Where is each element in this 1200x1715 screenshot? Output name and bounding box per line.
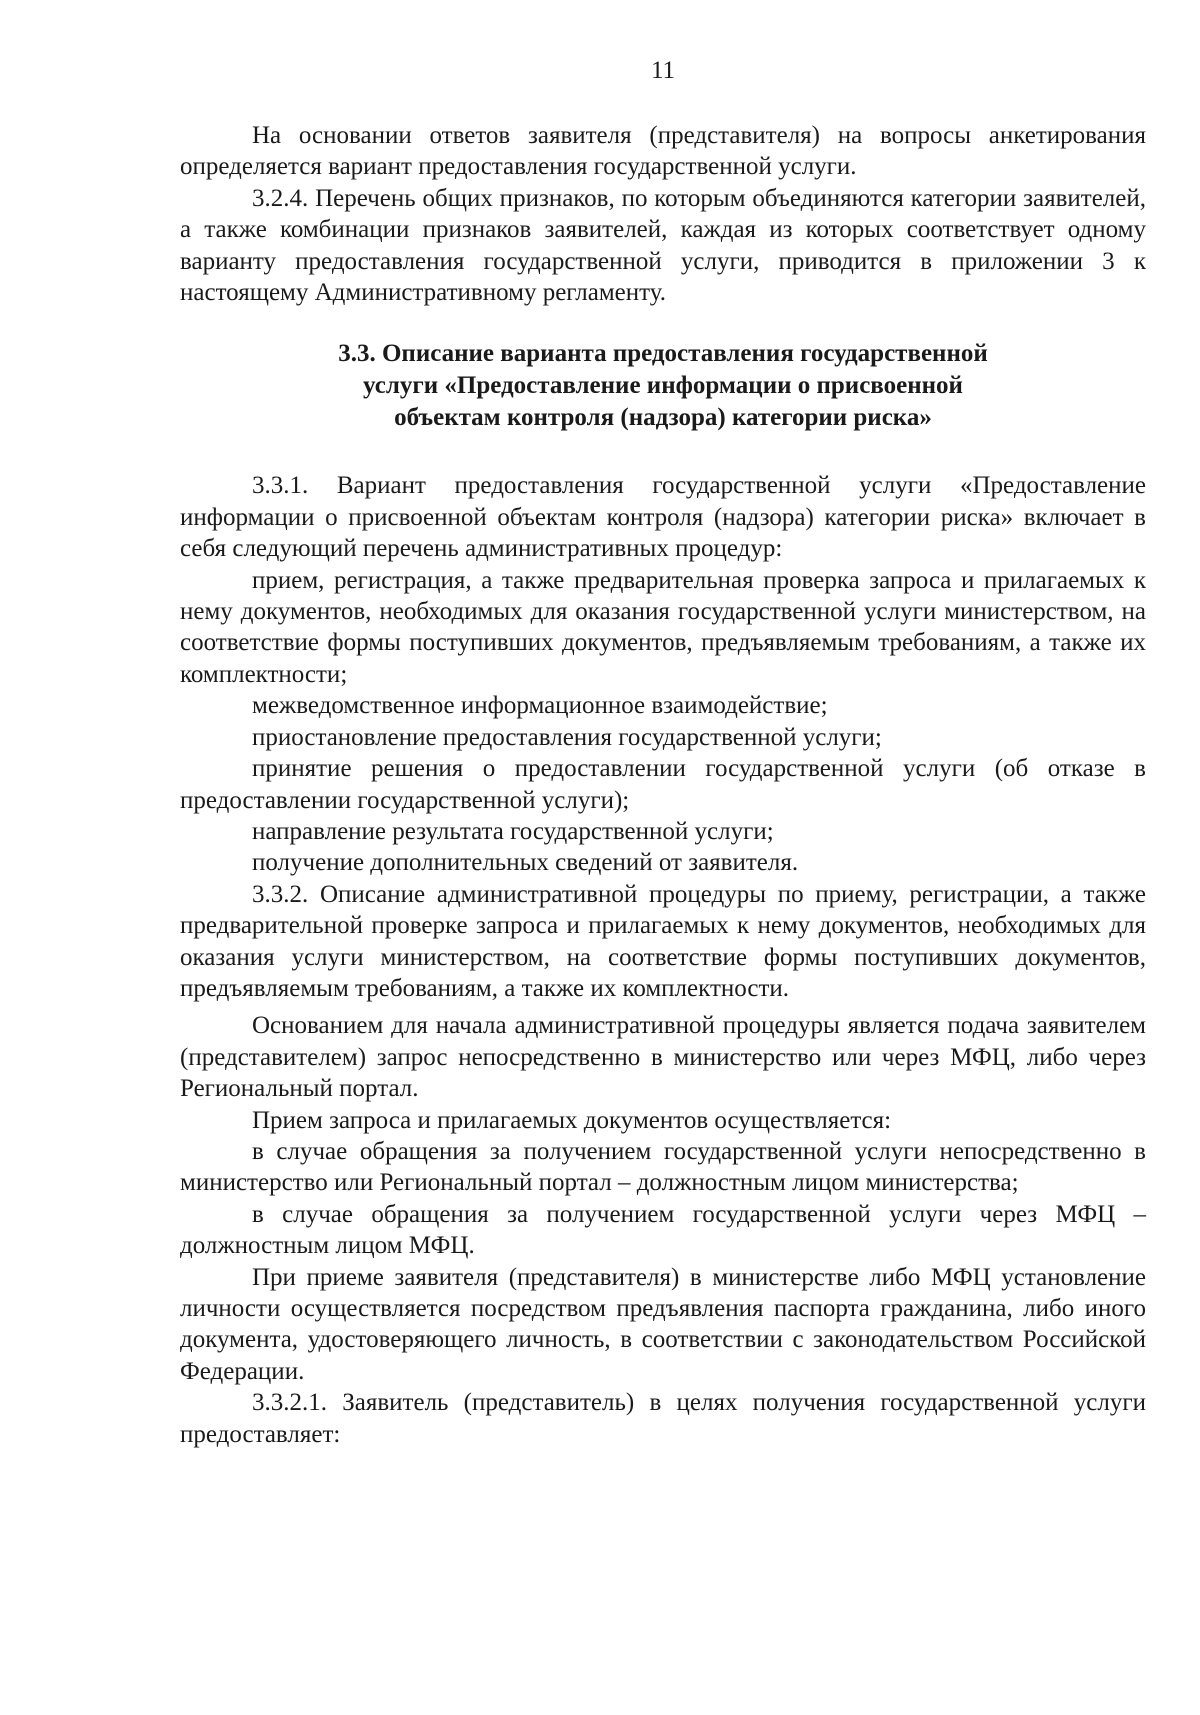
list-item: межведомственное информационное взаимодействие;: [252, 692, 828, 720]
list-item: приостановление предоставления государственной услуги;: [252, 723, 882, 751]
section-heading: [180, 338, 1146, 434]
section-heading-line: 3.3. Описание варианта предоставления государственной: [338, 340, 988, 368]
paragraph: 3.3.2. Описание административной процедуры по приему, регистрации, а также предварительной проверке запроса и прилагаемых к нему документов, необходимых для оказания услуги министерством, на соответствие формы поступивших документов, предъявляемым требованиям, а также их комплектности.: [180, 880, 1146, 1002]
paragraph: 3.3.2.1. Заявитель (представитель) в целях получения государственной услуги предоставляет:: [180, 1389, 1146, 1448]
page-number: 11: [650, 57, 676, 84]
list-item: получение дополнительных сведений от заявителя.: [252, 849, 799, 877]
paragraph: 3.3.1. Вариант предоставления государственной услуги «Предоставление информации о присвоенной объектам контроля (надзора) категории риска» включает в себя следующий перечень административных процедур:: [180, 472, 1146, 563]
list-item: в случае обращения за получением государственной услуги непосредственно в министерство или Региональный портал – должностным лицом министерства;: [180, 1137, 1146, 1197]
section-heading-line: услуги «Предоставление информации о присвоенной: [363, 372, 963, 400]
paragraph: Основанием для начала административной процедуры является подача заявителем (представителем) запрос непосредственно в министерство или через МФЦ, либо через Региональный портал.: [180, 1012, 1146, 1103]
list-item: принятие решения о предоставлении государственной услуги (об отказе в предоставлении государственной услуги);: [180, 755, 1146, 814]
section-heading-line: объектам контроля (надзора) категории риска»: [394, 404, 932, 432]
paragraph: При приеме заявителя (представителя) в министерстве либо МФЦ установление личности осуществляется посредством предъявления паспорта гражданина, либо иного документа, удостоверяющего личность, в соответствии с законодательством Российской Федерации.: [180, 1263, 1146, 1385]
document-page: [180, 0, 1146, 1715]
list-item: прием, регистрация, а также предварительная проверка запроса и прилагаемых к нему документов, необходимых для оказания государственной услуги министерством, на соответствие формы поступивших документов, предъявляемым требованиям, а также их комплектности;: [180, 566, 1146, 688]
list-item: направление результата государственной услуги;: [252, 817, 774, 845]
paragraph: На основании ответов заявителя (представителя) на вопросы анкетирования определяется вариант предоставления государственной услуги.: [180, 122, 1146, 181]
paragraph: 3.2.4. Перечень общих признаков, по которым объединяются категории заявителей, а также комбинации признаков заявителей, каждая из которых соответствует одному варианту предоставления государственной услуги, приводится в приложении 3 к настоящему Административному регламенту.: [180, 184, 1146, 307]
paragraph: Прием запроса и прилагаемых документов осуществляется:: [252, 1106, 892, 1134]
list-item: в случае обращения за получением государственной услуги через МФЦ – должностным лицом МФЦ.: [180, 1200, 1146, 1260]
document-body: [180, 120, 1146, 1450]
